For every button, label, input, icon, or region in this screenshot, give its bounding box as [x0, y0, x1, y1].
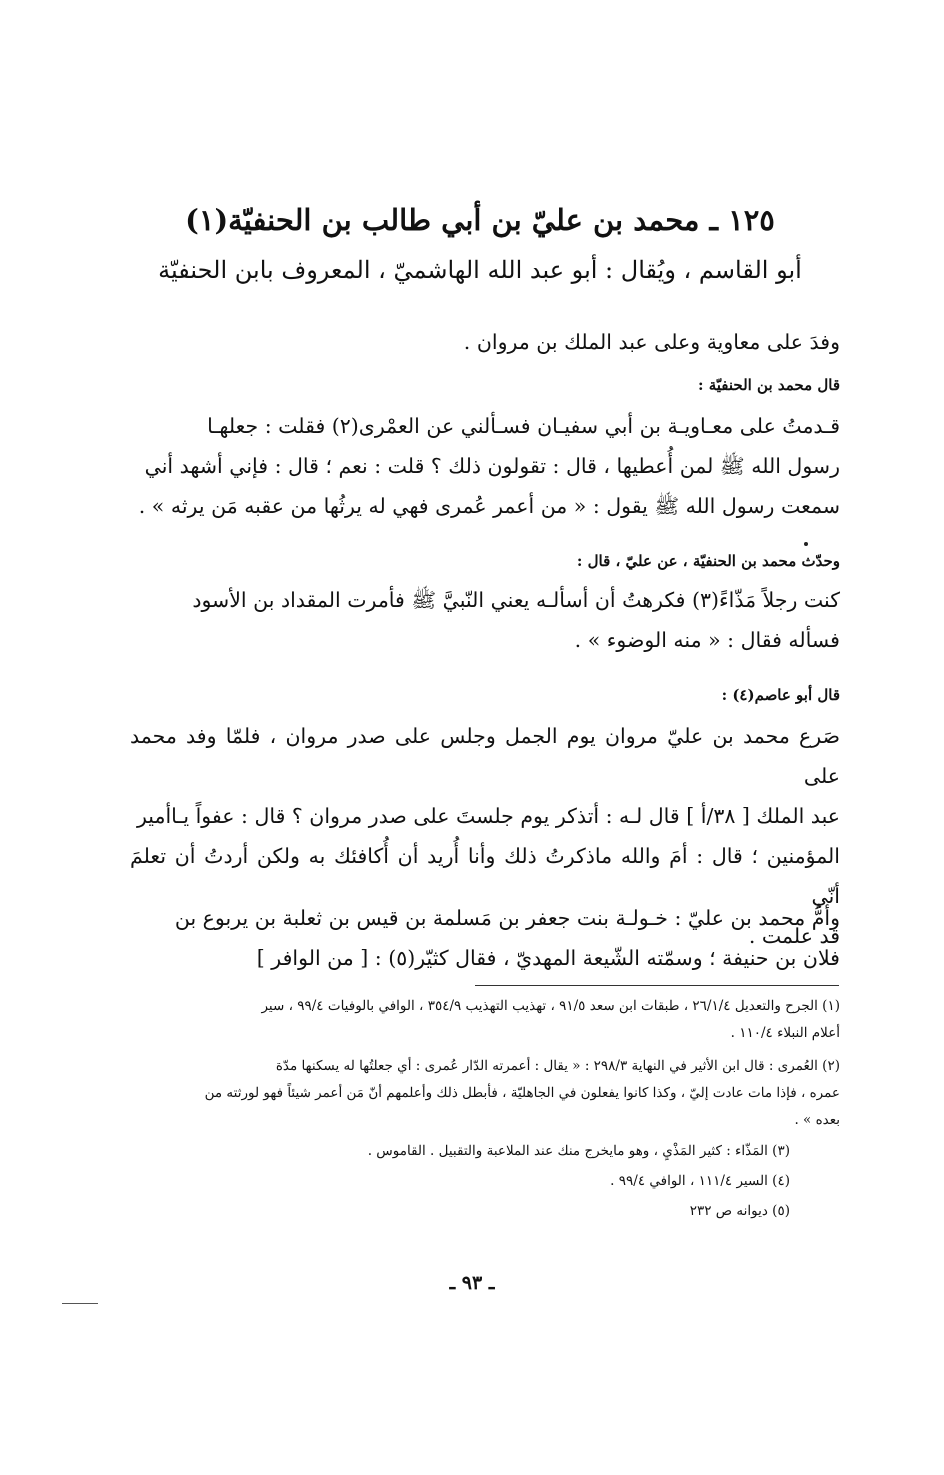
text-line: عبد الملك [ ٣٨/أ ] قال لـه : أتذكر يوم جلستَ على صدر مروان ؟ قال : عفواً يـاأمير [136, 804, 840, 828]
text-line: فلان بن حنيفة ؛ وسمّته الشّيعة المهديّ ، فقال كثيّر(٥) : [ من الوافر ] [256, 946, 840, 970]
footnote-line: (٣) المَذّاء : كثير المَذْيِ ، وهو مايخرج منك عند الملاعبة والتقبيل . القاموس . [367, 1143, 790, 1159]
text-line: صَرع محمد بن عليّ مروان يوم الجمل وجلس على صدر مروان ، فلمّا وفد محمد على [130, 724, 840, 788]
footnote-line: أعلام النبلاء ١١٠/٤ . [730, 1025, 840, 1041]
text-line: قد علمت . [748, 924, 840, 948]
intro-line: وفدَ على معاوية وعلى عبد الملك بن مروان . [463, 330, 840, 354]
text-line: فسأله فقال : « منه الوضوء » . [574, 628, 840, 652]
footnote-line: بعده » . [794, 1112, 840, 1128]
section-ibn-hanafiyya [130, 372, 840, 526]
section-mother [130, 898, 840, 978]
footnote-line: (٤) السير ١١١/٤ ، الوافي ٩٩/٤ . [610, 1173, 790, 1189]
section-ali-hadith [130, 548, 840, 660]
section-label: قال أبو عاصم(٤) : [721, 686, 840, 704]
text-line: المؤمنين ؛ قال : أمَ والله ماذكرتُ ذلك وأنا أُريد أن أُكافئك به ولكن أردتُ أن تعلمَ أنّي [130, 844, 840, 908]
section-label: قال محمد بن الحنفيّة : [697, 376, 840, 394]
section-label: وحدّث محمد بن الحنفيّة ، عن عليّ ، قال : [576, 552, 840, 570]
margin-mark [62, 1303, 98, 1304]
text-line: قـدمتُ على معـاويـة بن أبي سفيـان فسـألني عن العمْرى(٢) فقلت : جعلهـا [207, 414, 840, 438]
footnote-line: (٥) ديوانه ص ٢٣٢ [689, 1203, 790, 1219]
footnote-line: عمره ، فإذا مات عادت إليّ ، وكذا كانوا يفعلون في الجاهليّة ، فأبطل ذلك وأعلمهم أنّ مَن أعمر شيئاً فهو لورثته من [204, 1085, 840, 1101]
stray-dot [804, 542, 808, 546]
page-number: ـ ٩٣ ـ [449, 1272, 495, 1294]
text-line: كنت رجلاً مَذّاءً(٣) فكرهتُ أن أسألـه يعني النّبيَّ ﷺ فأمرت المقداد بن الأسود [192, 588, 840, 612]
text-line: رسول الله ﷺ لمن أُعطيها ، قال : تقولون ذلك ؟ قلت : نعم ؛ قال : فإني أشهد أني [144, 454, 840, 478]
footnote-line: (٢) العُمرى : قال ابن الأثير في النهاية ٢٩٨/٣ : « يقال : أعمرته الدّار عُمرى : أي جعلتُها له يسكنها مدّة [275, 1058, 840, 1074]
entry-title: ١٢٥ ـ محمد بن عليّ بن أبي طالب بن الحنفيّة(١) [185, 203, 775, 237]
footnote-line: (١) الجرح والتعديل ٢٦/١/٤ ، طبقات ابن سعد ٩١/٥ ، تهذيب التهذيب ٣٥٤/٩ ، الوافي بالوفيات ٩٩/٤ ، سير [261, 998, 840, 1014]
footnote-separator [475, 985, 839, 986]
text-line: وأمُّ محمد بن عليّ : خـولـة بنت جعفر بن مَسلمة بن قيس بن ثعلبة بن يربوع بن [174, 906, 840, 930]
entry-subtitle: أبو القاسم ، ويُقال : أبو عبد الله الهاشميّ ، المعروف بابن الحنفيّة [158, 256, 802, 284]
intro-paragraph [130, 322, 840, 362]
text-line: سمعت رسول الله ﷺ يقول : « من أعمر عُمرى فهي له يرثُها من عقبه مَن يرثه » . [138, 494, 840, 518]
